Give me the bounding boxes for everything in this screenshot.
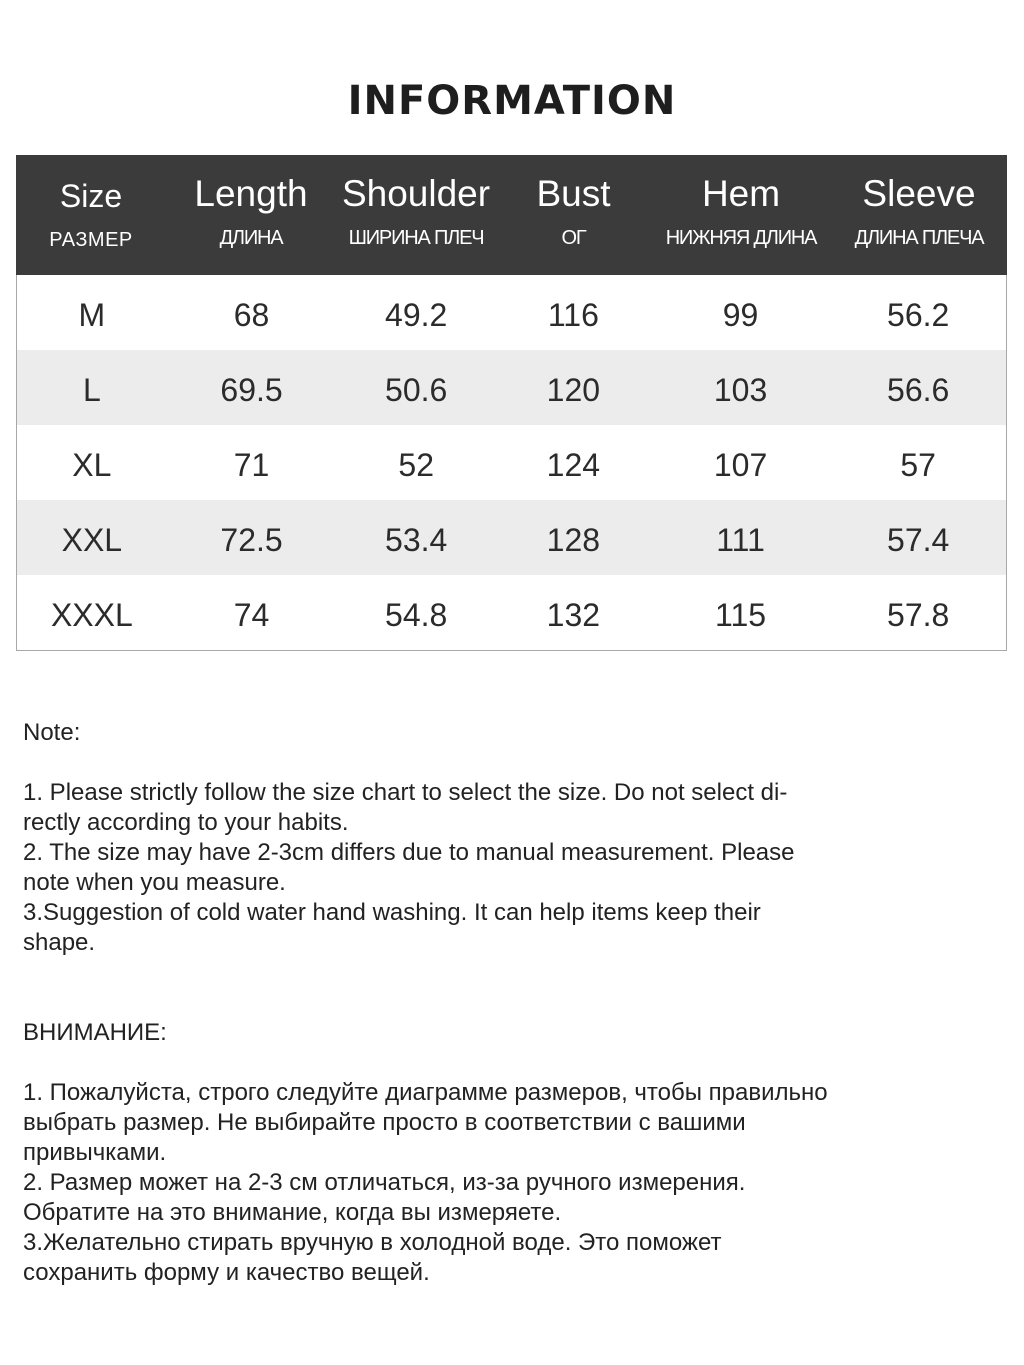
- note-heading: Note:: [23, 719, 81, 746]
- header-bust: [496, 155, 651, 275]
- cell-hem: 99: [722, 297, 759, 333]
- header-label-en: Size: [59, 178, 123, 214]
- cell-shoulder: 50.6: [385, 372, 448, 408]
- cell-hem: 111: [716, 522, 765, 558]
- cell-sleeve: 57.8: [887, 597, 950, 633]
- table-header: [16, 155, 1007, 275]
- header-label-en: Hem: [701, 173, 781, 214]
- header-label-en: Sleeve: [862, 173, 976, 214]
- header-label-ru: РАЗМЕР: [49, 229, 133, 251]
- vnimanie-item: 2. Размер может на 2-3 см отличаться, из-за ручного измерения. Обратите на это внимание, когда вы измеряете.: [23, 1169, 746, 1226]
- cell-bust: 128: [546, 522, 601, 558]
- cell-size: M: [78, 297, 106, 333]
- cell-size: XXL: [61, 522, 123, 558]
- header-label-en: Bust: [536, 173, 611, 214]
- table-row: [17, 500, 1006, 575]
- cell-shoulder: 54.8: [385, 597, 448, 633]
- cell-sleeve: 56.6: [887, 372, 950, 408]
- cell-length: 68: [233, 297, 270, 333]
- vnimanie-heading: ВНИМАНИЕ:: [23, 1019, 167, 1046]
- header-label-ru: ОГ: [561, 227, 586, 249]
- note-item: 2. The size may have 2-3cm differs due to manual measurement. Please note when you measure.: [23, 839, 795, 896]
- vnimanie-item: 1. Пожалуйста, строго следуйте диаграмме размеров, чтобы правильно выбрать размер. Не выбирайте просто в соответствии с вашими привычками.: [23, 1079, 828, 1166]
- cell-hem: 103: [713, 372, 768, 408]
- cell-bust: 120: [546, 372, 601, 408]
- header-label-en: Length: [194, 173, 308, 214]
- cell-length: 74: [233, 597, 270, 633]
- vnimanie-item: 3.Желательно стирать вручную в холодной воде. Это поможет сохранить форму и качество вещей.: [23, 1229, 722, 1286]
- cell-size: L: [82, 372, 101, 408]
- header-label-ru: ДЛИНА: [219, 227, 283, 249]
- header-size: [16, 155, 166, 275]
- cell-bust: 124: [546, 447, 601, 483]
- cell-bust: 116: [547, 297, 599, 333]
- cell-sleeve: 56.2: [887, 297, 950, 333]
- header-label-ru: ДЛИНА ПЛЕЧА: [854, 227, 984, 249]
- cell-shoulder: 52: [398, 447, 434, 483]
- notes-section: [23, 718, 993, 1288]
- header-label-en: Shoulder: [341, 173, 491, 214]
- note-item: 3.Suggestion of cold water hand washing. It can help items keep their shape.: [23, 899, 761, 956]
- table-row: [17, 575, 1006, 650]
- cell-bust: 132: [546, 597, 601, 633]
- cell-length: 71: [233, 447, 270, 483]
- cell-size: XXXL: [50, 597, 133, 633]
- header-label-ru: НИЖНЯЯ ДЛИНА: [665, 227, 817, 249]
- cell-sleeve: 57.4: [887, 522, 950, 558]
- header-length: [166, 155, 336, 275]
- cell-shoulder: 53.4: [385, 522, 448, 558]
- cell-hem: 115: [715, 597, 767, 633]
- cell-shoulder: 49.2: [385, 297, 448, 333]
- table-row: [17, 350, 1006, 425]
- cell-size: XL: [72, 447, 112, 483]
- cell-hem: 107: [713, 447, 768, 483]
- header-label-ru: ШИРИНА ПЛЕЧ: [348, 227, 484, 249]
- cell-length: 69.5: [220, 372, 283, 408]
- cell-sleeve: 57: [900, 447, 936, 483]
- table-row: [17, 425, 1006, 500]
- header-shoulder: [336, 155, 496, 275]
- size-table: [16, 155, 1007, 651]
- header-sleeve: [831, 155, 1007, 275]
- page-title: INFORMATION: [347, 78, 677, 124]
- note-item: 1. Please strictly follow the size chart to select the size. Do not select di- rectly according to your habits.: [23, 779, 788, 836]
- cell-length: 72.5: [220, 522, 283, 558]
- table-row: [17, 275, 1006, 350]
- header-hem: [651, 155, 831, 275]
